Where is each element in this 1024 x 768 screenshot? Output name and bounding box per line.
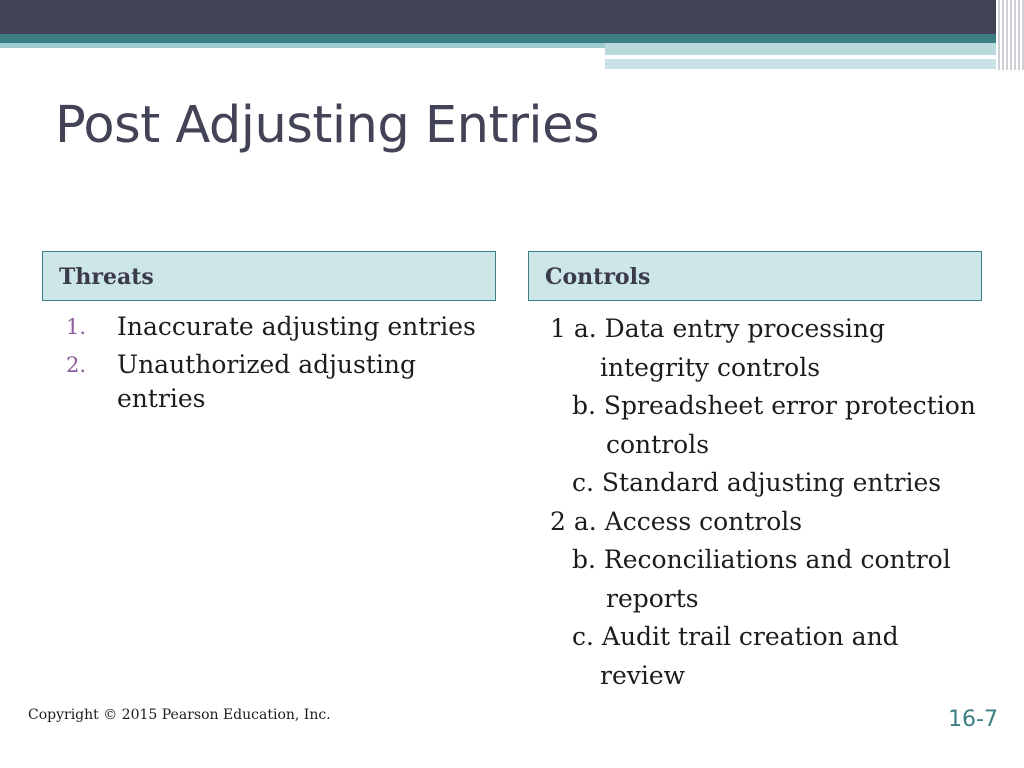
controls-header: Controls (528, 251, 982, 301)
slide-title: Post Adjusting Entries (55, 96, 600, 155)
control-line: b. Spreadsheet error protection (572, 391, 976, 420)
controls-list (550, 310, 1000, 695)
threat-text: Unauthorized adjusting entries (117, 350, 416, 413)
threat-number: 2. (66, 353, 87, 377)
top-banner-light-lower (605, 59, 1005, 69)
copyright-notice: Copyright © 2015 Pearson Education, Inc. (28, 707, 331, 723)
control-line: controls (606, 429, 710, 459)
top-banner-divider (700, 56, 950, 58)
page-number: 16-7 (948, 707, 998, 732)
threats-list (66, 310, 496, 420)
control-line: 2 a. Access controls (550, 506, 803, 536)
threats-header: Threats (42, 251, 496, 301)
control-line: integrity controls (600, 352, 821, 382)
control-line: 1 a. Data entry processing (550, 314, 886, 343)
top-banner-light-right (605, 43, 1005, 55)
threat-text: Inaccurate adjusting entries (117, 312, 476, 341)
threat-item (66, 348, 496, 416)
corner-stripes (996, 0, 1024, 70)
control-line: b. Reconciliations and control (572, 545, 951, 574)
control-line: c. Audit trail creation and (572, 622, 899, 651)
control-line: c. Standard adjusting entries (572, 468, 942, 497)
top-banner-light-left (0, 43, 605, 48)
top-banner-teal (0, 34, 1024, 43)
control-line: review (600, 660, 686, 690)
control-line: reports (606, 583, 699, 613)
threat-item (66, 310, 496, 344)
top-banner-dark (0, 0, 1024, 34)
threat-number: 1. (66, 315, 87, 339)
